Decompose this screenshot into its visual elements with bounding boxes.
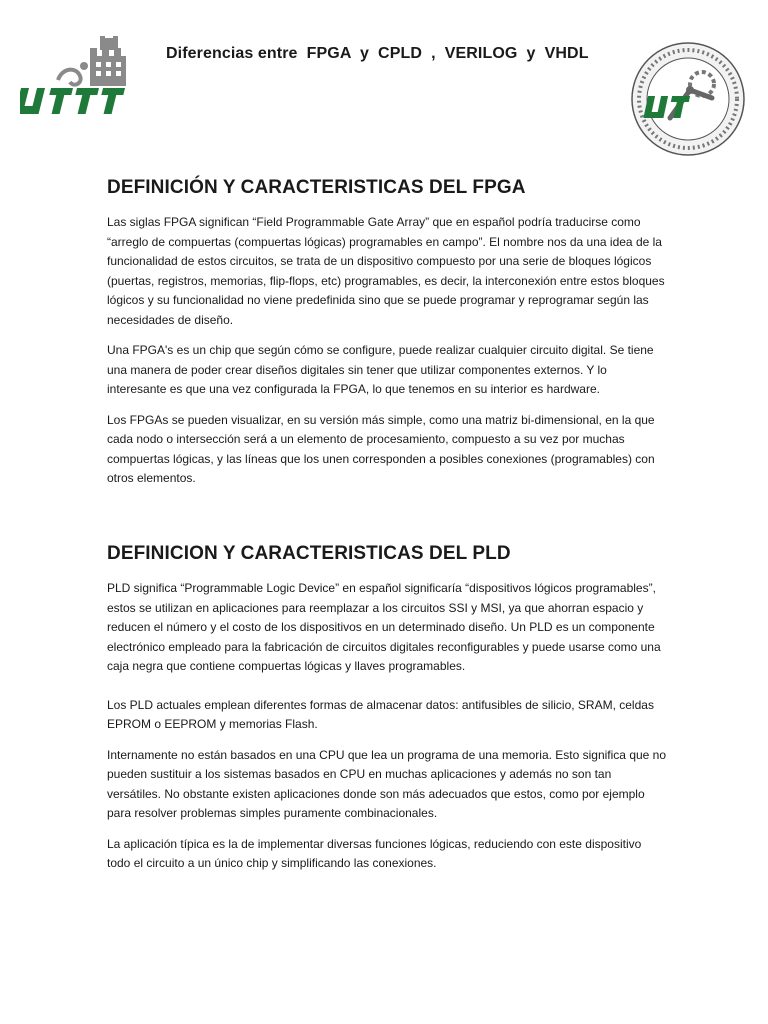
paragraph: Las siglas FPGA significan “Field Programmable Gate Array” que en español podría traducirse como “arreglo de compuertas (compuertas lógicas) programables en campo”. El nombre nos da una idea de la funcionalidad de estos circuitos, se trata de un dispositivo compuesto por una serie de bloques lógicos (puertas, registros, memorias, flip-flops, etc) programables, es decir, la interconexión entre estos bloques lógicos y su funcionalidad no viene predefinida sino que se puede programar y reprogramar según las necesidades de diseño. bbox=[107, 215, 665, 327]
paragraph: PLD significa “Programmable Logic Device” en español significaría “dispositivos lógicos programables”, estos se utilizan en aplicaciones para reemplazar a los circuitos SSI y MSI, ya que ahorran espacio y reducen el número y el costo de los dispositivos en un determinado diseño. Un PLD es un componente electrónico empleado para la fabricación de circuitos digitales reconfigurables y puede usarse como una caja negra que contiene compuertas lógicas y llaves programables. bbox=[107, 581, 661, 673]
section-pld bbox=[107, 543, 667, 885]
mechatronics-seal-icon bbox=[630, 40, 746, 158]
uttt-logo-icon bbox=[20, 36, 148, 120]
paragraph: La aplicación típica es la de implementar diversas funciones lógicas, reduciendo con este dispositivo todo el circuito a un único chip y simplificando las conexiones. bbox=[107, 836, 642, 870]
uttt-logo bbox=[20, 36, 148, 120]
section-heading: DEFINICIÓN Y CARACTERISTICAS DEL FPGA bbox=[107, 177, 526, 198]
paragraph: Internamente no están basados en una CPU que lea un programa de una memoria. Esto significa que no pueden sustituir a los sistemas basados en CPU en muchas aplicaciones y además no son tan versátiles. No obstante existen aplicaciones donde son más adecuados que estos, como por ejemplo para resolver problemas simples puramente combinacionales. bbox=[107, 747, 667, 820]
paragraph: Los FPGAs se pueden visualizar, en su versión más simple, como una matriz bi-dimensional, en la que cada nodo o intersección será a un elemento de procesamiento, compuesto a su vez por muchas compuertas lógicas, y las líneas que los unen corresponden a posibles conexiones (programables) con otros elementos. bbox=[107, 412, 655, 485]
section-heading: DEFINICION Y CARACTERISTICAS DEL PLD bbox=[107, 543, 511, 564]
section-fpga bbox=[107, 177, 667, 500]
paragraph: Una FPGA's es un chip que según cómo se configure, puede realizar cualquier circuito digital. Se tiene una manera de poder crear diseños digitales sin tener que utilizar componentes externos. Y lo interesante es que una vez configurada la FPGA, lo que tenemos en su interior es hardware. bbox=[107, 343, 654, 396]
document-title: Diferencias entre FPGA y CPLD , VERILOG y VHDL bbox=[166, 45, 589, 62]
university-seal bbox=[630, 40, 746, 158]
paragraph: Los PLD actuales emplean diferentes formas de almacenar datos: antifusibles de silicio, SRAM, celdas EPROM o EEPROM y memorias Flash. bbox=[107, 697, 654, 731]
